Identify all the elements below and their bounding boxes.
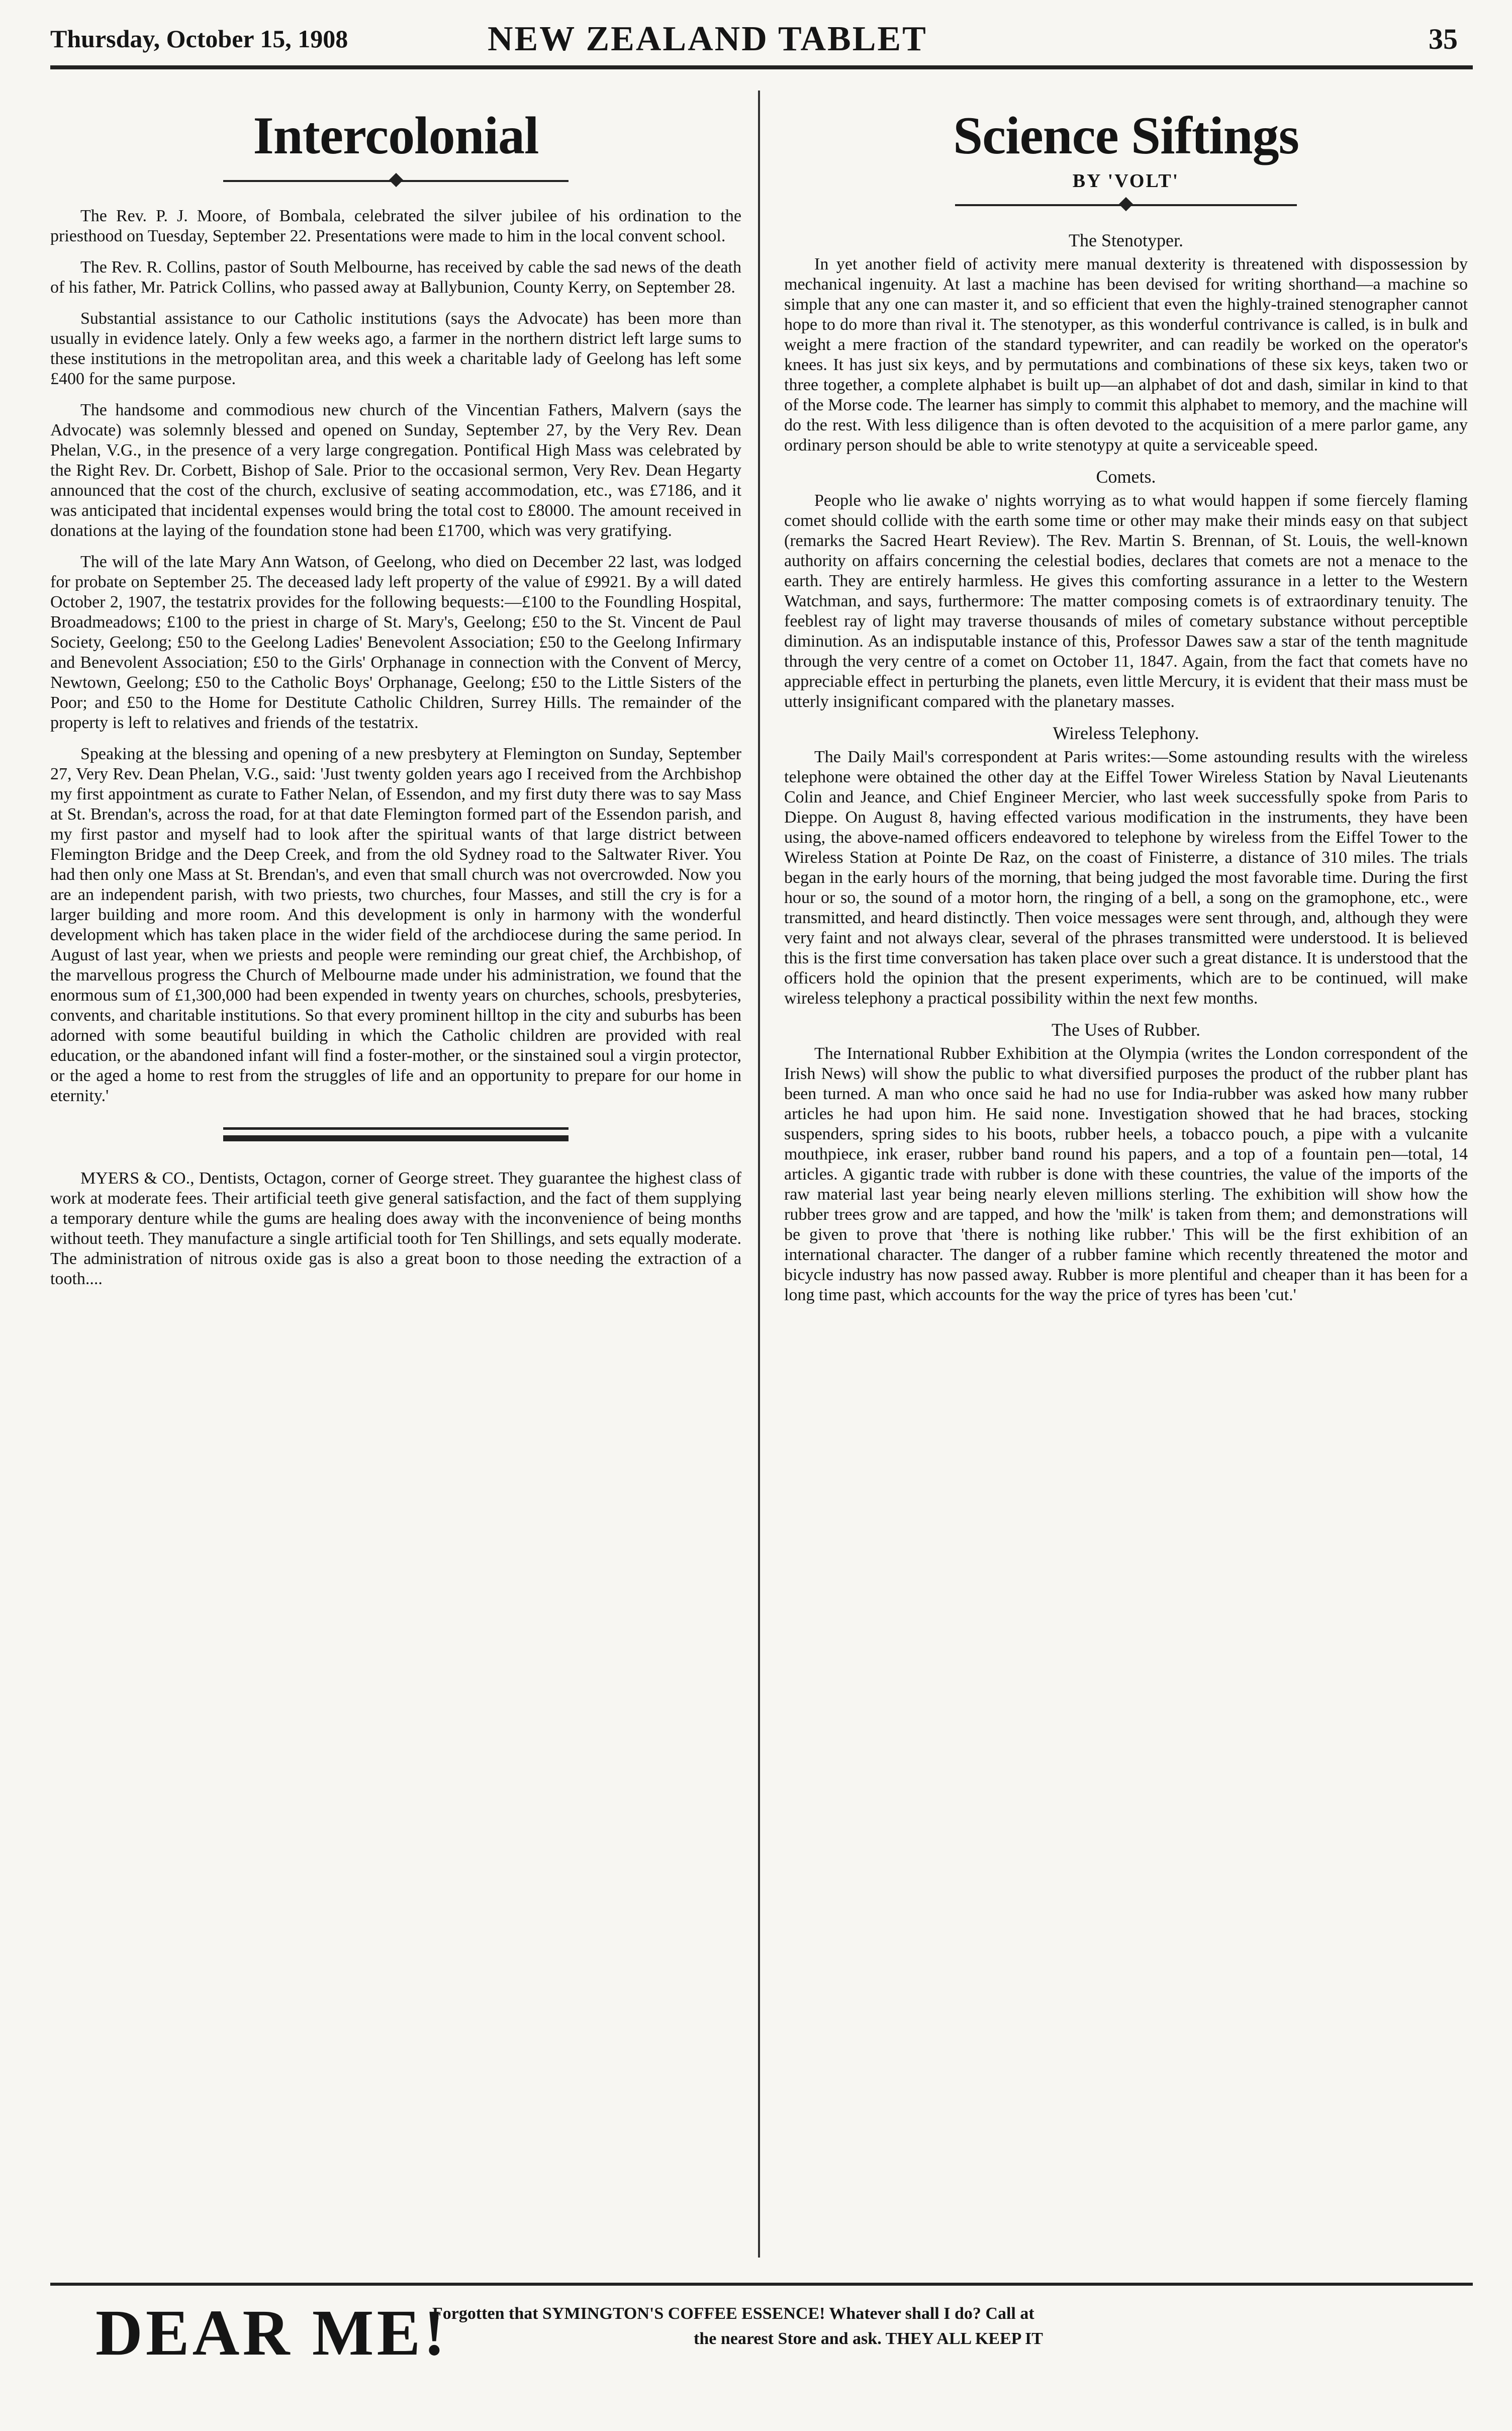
footer-headline: DEAR ME! [96,2297,448,2369]
page-header [50,14,1473,64]
issue-date: Thursday, October 15, 1908 [50,25,348,53]
article-paragraph: Substantial assistance to our Catholic institutions (says the Advocate) has been more than usually in evidence lately. Only a few weeks ago, a farmer in the northern district left large sums to these institutions in the metropolitan area, and this week a charitable lady of Geelong has left some £400 for the same purpose. [50,309,741,388]
article-paragraph: The International Rubber Exhibition at the Olympia (writes the London correspondent of the Irish News) will show the public to what diversified purposes the product of the rubber plant has been turned. A man who once said he had no use for India-rubber was asked how many rubber articles he had upon him. He said none. Investigation showed that he had braces, stocking suspenders, spring sides to his boots, rubber heels, a tobacco pouch, a pipe with a vulcanite mouthpiece, ink eraser, rubber band round his papers, and a top of a fountain pen—total, 14 articles. A gigantic trade with rubber is done with these countries, the value of the imports of the raw material last year being nearly eleven millions sterling. The exhibition will show how the rubber trees grow and are tapped, and how the 'milk' is taken from them; and demonstrations will be given to prove that 'there is nothing like rubber.' This will be the first exhibition of an international character. The danger of a rubber famine which recently threatened the motor and bicycle industry has now passed away. Rubber is more plentiful and cheaper than it has been for a long time past, which accounts for the way the price of tyres has been 'cut.' [784,1044,1468,1304]
masthead-title: NEW ZEALAND TABLET [488,20,927,58]
title-ornament [784,195,1468,215]
section-divider [50,1120,741,1150]
dentist-advertisement: MYERS & CO., Dentists, Octagon, corner of George street. They guarantee the highest class of work at moderate fees. Their artificial teeth give general satisfaction, and the fact of them supplying a temporary denture while the gums are healing does away with the inconvenience of being months without teeth. They manufacture a single artificial tooth for Ten Shillings, and sets equally moderate. The administration of nitrous oxide gas is also a great boon to those needing the extraction of a tooth.... [50,1169,741,1288]
section-title-intercolonial: Intercolonial [253,106,539,165]
article-paragraph: Speaking at the blessing and opening of a new presbytery at Flemington on Sunday, September 27, Very Rev. Dean Phelan, V.G., said: 'Just twenty golden years ago I received from the Archbishop my first appointment as curate to Father Nelan, of Essendon, and my first duty there was to say Mass at St. Brendan's, across the road, for at that date Flemington formed part of the Essendon parish, and my first pastor and myself had to look after the spiritual wants of that large district between Flemington Bridge and the Deep Creek, and from the old Sydney road to the Saltwater River. You had then only one Mass at St. Brendan's, and even that small church was not overcrowded. Now you are an independent parish, with two priests, two churches, four Masses, and still the cry is for a larger building and more room. And this development is only in harmony with the wonderful development which has taken place in the wider field of the archdiocese during the same period. In August of last year, when we priests and people were reminding our great chief, the Archbishop, of the marvellous progress the Church of Melbourne made under his administration, we found that the enormous sum of £1,300,000 had been expended in twenty years on churches, schools, presbyteries, convents, and charitable institutions. So that every prominent hilltop in the city and suburbs has been adorned with some beautiful building in which the Catholic children are provided with real education, or the abandoned infant will find a foster-mother, or the sinstained soul a virgin protector, or the aged a home to rest from the struggles of life and an opportunity to prepare for our home in eternity.' [50,745,741,1105]
subhead-stenotyper: The Stenotyper. [1069,230,1183,250]
article-paragraph: In yet another field of activity mere manual dexterity is threatened with dispossession by mechanical ingenuity. At last a machine has been devised for writing shorthand—a machine so simple that any one can master it, and so efficient that even the highly-trained stenographer cannot hope to do more than rival it. The stenotyper, as this wonderful contrivance is called, is in bulk and weight a mere fraction of the standard typewriter, and can readily be worked on the operator's knees. It has just six keys, and by permutations and combinations of these six keys, taken two or three together, a complete alphabet is built up—an alphabet of dot and dash, similar in kind to that of the Morse code. The learner has simply to commit this alphabet to memory, and the machine will do the rest. With less diligence than is often devoted to the acquisition of a mere parlor game, any ordinary person should be able to write stenotypy at quite a serviceable speed. [784,255,1468,455]
section-title-science: Science Siftings [953,106,1299,165]
footer-rule [50,2283,1473,2286]
article-paragraph: The will of the late Mary Ann Watson, of Geelong, who died on December 22 last, was lodged for probate on September 25. The deceased lady left property of the value of £9921. By a will dated October 2, 1907, the testatrix provides for the following bequests:—£100 to the Foundling Hospital, Broadmeadows; £100 to the priest in charge of St. Mary's, Geelong; £50 to the St. Vincent de Paul Society, Geelong; £50 to the Geelong Ladies' Benevolent Association; £50 to the Geelong Infirmary and Benevolent Association; £50 to the Girls' Orphanage in connection with the Convent of Mercy, Newtown, Geelong; £50 to the Catholic Boys' Orphanage, Geelong; £50 to the Little Sisters of the Poor; and £50 to the Home for Destitute Catholic Children, Surrey Hills. The remainder of the property is left to relatives and friends of the testatrix. [50,553,741,732]
article-paragraph: The Rev. R. Collins, pastor of South Melbourne, has received by cable the sad news of the death of his father, Mr. Patrick Collins, who passed away at Ballybunion, County Kerry, on September 28. [50,258,741,297]
title-ornament [50,171,741,191]
subhead-uses-of-rubber: The Uses of Rubber. [1052,1020,1200,1040]
subhead-comets: Comets. [1096,467,1156,487]
footer-ad-line-2: the nearest Store and ask. THEY ALL KEEP IT [694,2329,1043,2348]
article-paragraph: The Daily Mail's correspondent at Paris writes:—Some astounding results with the wireless telephone were obtained the other day at the Eiffel Tower Wireless Station by Naval Lieutenants Colin and Jeance, and Chief Engineer Mercier, who last week successfully spoke from Paris to Dieppe. On August 8, having effected various modification in the instruments, they have been using, the above-named officers endeavored to telephone by wireless from the Eiffel Tower to the Wireless Station at Pointe De Raz, on the coast of Finisterre, a distance of 310 miles. The trials began in the early hours of the morning, that being judged the most favorable time. During the first hour or so, the sound of a motor horn, the ringing of a bell, a song on the gramophone, etc., were transmitted, and heard distinctly. Then voice messages were sent through, and, although they were very faint and not always clear, several of the phrases transmitted were understood. It is believed this is the first time conversation has taken place over such a great distance. It is understood that the officers hold the opinion that the present experiments, which are to be continued, will make wireless telephony a practical possibility within the next few months. [784,748,1468,1008]
column-divider [758,91,760,2258]
column-science-siftings [784,91,1468,2258]
page-number: 35 [1429,23,1458,55]
byline: BY 'VOLT' [1072,170,1180,192]
article-paragraph: The handsome and commodious new church of the Vincentian Fathers, Malvern (says the Advocate) was solemnly blessed and opened on Sunday, September 27, by the Very Rev. Dean Phelan, V.G., in the presence of a very large congregation. Pontifical High Mass was celebrated by the Right Rev. Dr. Corbett, Bishop of Sale. Prior to the occasional sermon, Very Rev. Dean Hegarty announced that the cost of the church, exclusive of seating accommodation, etc., was £7186, and it was anticipated that incidental expenses would bring the total cost to £8000. The amount received in donations at the laying of the foundation stone had been £1700, which was very gratifying. [50,401,741,540]
footer-ad-line-1: Forgotten that SYMINGTON'S COFFEE ESSENCE! Whatever shall I do? Call at [432,2304,1034,2323]
article-paragraph: The Rev. P. J. Moore, of Bombala, celebrated the silver jubilee of his ordination to the priesthood on Tuesday, September 22. Presentations were made to him in the local convent school. [50,207,741,245]
subhead-wireless-telephony: Wireless Telephony. [1053,723,1199,743]
column-intercolonial [50,91,741,2258]
footer-advertisement [50,2290,1473,2391]
article-paragraph: People who lie awake o' nights worrying as to what would happen if some fiercely flaming comet should collide with the earth some time or other may make their minds easy on that subject (remarks the Sacred Heart Review). The Rev. Martin S. Brennan, of St. Louis, the well-known authority on affairs concerning the celestial bodies, declares that comets are not a menace to the earth. They are entirely harmless. He gives this comforting assurance in a letter to the Western Watchman, and says, furthermore: The matter composing comets is of extraordinary tenuity. The feeblest ray of light may traverse thousands of miles of cometary substance without perceptible diminution. As an indisputable instance of this, Professor Dawes saw a star of the tenth magnitude through the very centre of a comet on October 11, 1847. Again, from the fact that comets have no appreciable effect in perturbing the planets, even little Mercury, it is evident that their mass must be utterly insignificant compared with the planetary masses. [784,491,1468,711]
header-rule [50,65,1473,69]
